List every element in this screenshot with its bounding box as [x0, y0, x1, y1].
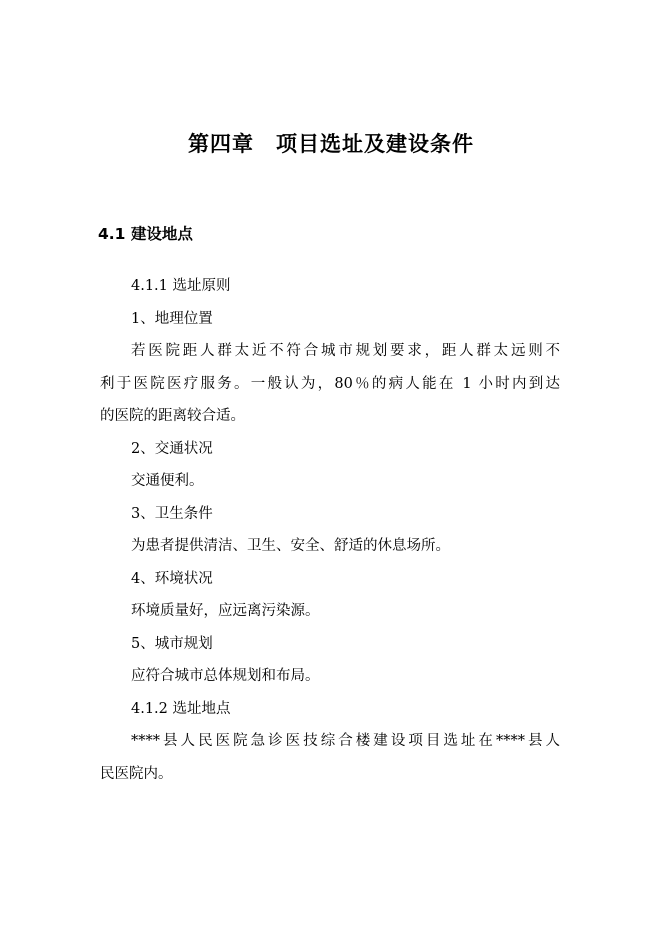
paragraph-line: 利于医院医疗服务。一般认为，80％的病人能在 1 小时内到达	[100, 375, 560, 392]
item-heading-traffic: 2、交通状况	[131, 440, 213, 457]
paragraph-line: 的医院的距离较合适。	[100, 408, 245, 424]
document-body	[100, 270, 560, 790]
item-heading-sanitation: 3、卫生条件	[131, 505, 213, 522]
paragraph-line: 交通便利。	[131, 473, 204, 489]
subsection-heading-4-1-1: 4.1.1 选址原则	[131, 278, 231, 294]
paragraph-line: 若医院距人群太近不符合城市规划要求，距人群太远则不	[131, 343, 560, 359]
item-heading-environment: 4、环境状况	[131, 570, 213, 587]
subsection-heading-4-1-2: 4.1.2 选址地点	[131, 700, 231, 717]
item-heading-urban-planning: 5、城市规划	[131, 635, 213, 652]
paragraph-line: 为患者提供清洁、卫生、安全、舒适的休息场所。	[131, 538, 450, 554]
paragraph-line: ****县人民医院急诊医技综合楼建设项目选址在****县人	[131, 733, 560, 749]
paragraph-line: 应符合城市总体规划和布局。	[131, 668, 320, 684]
paragraph-line: 环境质量好，应远离污染源。	[131, 603, 320, 619]
paragraph-line: 民医院内。	[100, 765, 173, 782]
item-heading-location: 1、地理位置	[131, 310, 213, 327]
chapter-title: 第四章 项目选址及建设条件	[188, 131, 474, 156]
section-heading: 4.1 建设地点	[98, 225, 193, 243]
